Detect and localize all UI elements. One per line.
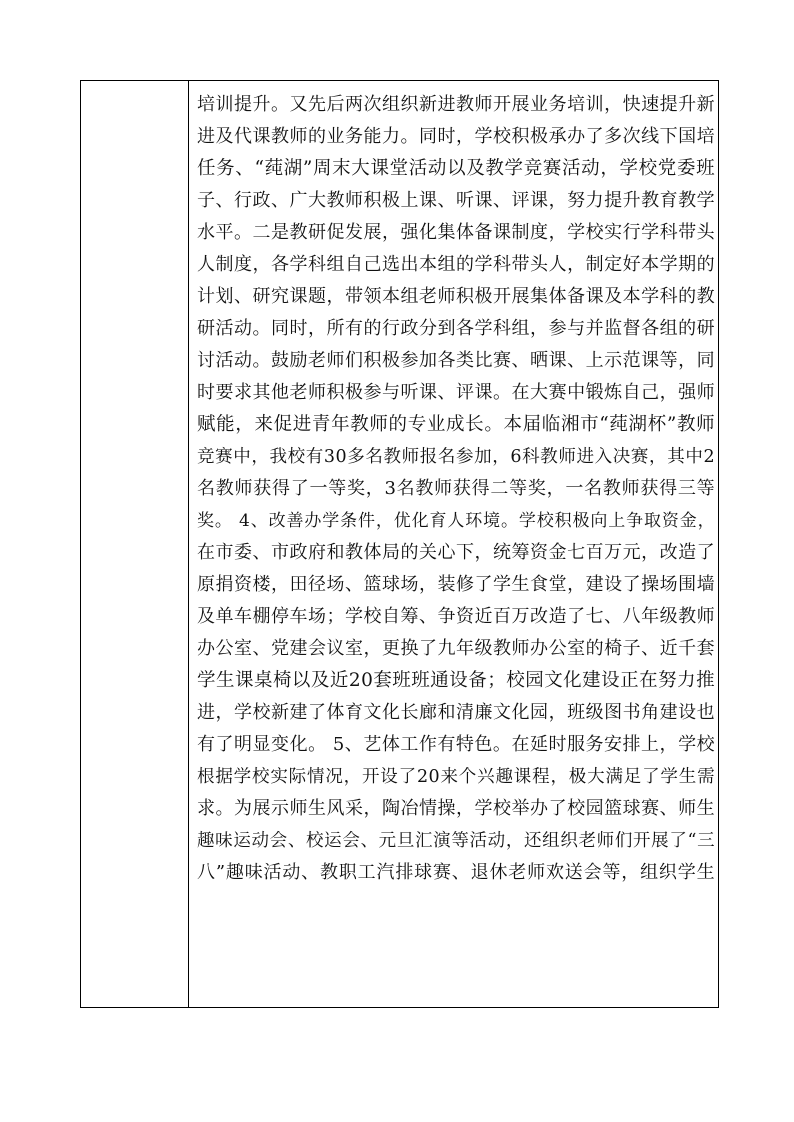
text-line: 培训提升。又先后两次组织新进教师开展业务培训，快速提升新 (197, 94, 715, 115)
column-divider (188, 81, 189, 1007)
text-line: 原捐资楼，田径场、篮球场，装修了学生食堂，建设了操场围墙 (197, 574, 715, 595)
text-line: 根据学校实际情况，开设了20来个兴趣课程，极大满足了学生需 (197, 767, 715, 787)
text-line: 及单车棚停车场；学校自筹、争资近百万改造了七、八年级教师 (197, 606, 715, 627)
text-line: 研活动。同时，所有的行政分到各学科组，参与并监督各组的研 (197, 318, 715, 339)
text-line: 进及代课教师的业务能力。同时，学校积极承办了多次线下国培 (197, 126, 715, 147)
text-line: 名教师获得了一等奖，3名教师获得二等奖，一名教师获得三等 (197, 478, 715, 499)
text-line: 赋能，来促进青年教师的专业成长。本届临湘市“莼湖杯”教师 (197, 414, 715, 435)
text-line: 八”趣味活动、教职工汽排球赛、退休老师欢送会等，组织学生 (197, 862, 715, 883)
text-line: 在市委、市政府和教体局的关心下，统筹资金七百万元，改造了 (197, 542, 715, 563)
text-line: 奖。 4、改善办学条件，优化育人环境。学校积极向上争取资金， (197, 511, 715, 531)
text-line: 竞赛中，我校有30多名教师报名参加，6科教师进入决赛，其中2 (197, 447, 715, 467)
text-line: 水平。二是教研促发展，强化集体备课制度，学校实行学科带头 (197, 222, 715, 243)
text-line: 学生课桌椅以及近20套班班通设备；校园文化建设正在努力推 (197, 670, 715, 691)
text-line: 趣味运动会、校运会、元旦汇演等活动，还组织老师们开展了“三 (197, 831, 715, 851)
text-line: 求。为展示师生风采，陶冶情操，学校举办了校园篮球赛、师生 (197, 798, 715, 819)
text-line: 计划、研究课题，带领本组老师积极开展集体备课及本学科的教 (197, 286, 715, 307)
text-line: 讨活动。鼓励老师们积极参加各类比赛、晒课、上示范课等，同 (197, 350, 715, 371)
text-line: 人制度，各学科组自己选出本组的学科带头人，制定好本学期的 (197, 254, 715, 275)
body-text (197, 89, 715, 889)
text-line: 任务、“莼湖”周末大课堂活动以及教学竞赛活动，学校党委班 (197, 158, 715, 179)
text-line: 办公室、党建会议室，更换了九年级教师办公室的椅子、近千套 (197, 638, 715, 659)
text-line: 有了明显变化。 5、艺体工作有特色。在延时服务安排上，学校 (197, 734, 715, 755)
text-line: 子、行政、广大教师积极上课、听课、评课，努力提升教育教学 (197, 190, 715, 211)
text-line: 时要求其他老师积极参与听课、评课。在大赛中锻炼自己，强师 (197, 382, 715, 403)
document-table (80, 80, 719, 1008)
text-line: 进，学校新建了体育文化长廊和清廉文化园，班级图书角建设也 (197, 702, 715, 723)
